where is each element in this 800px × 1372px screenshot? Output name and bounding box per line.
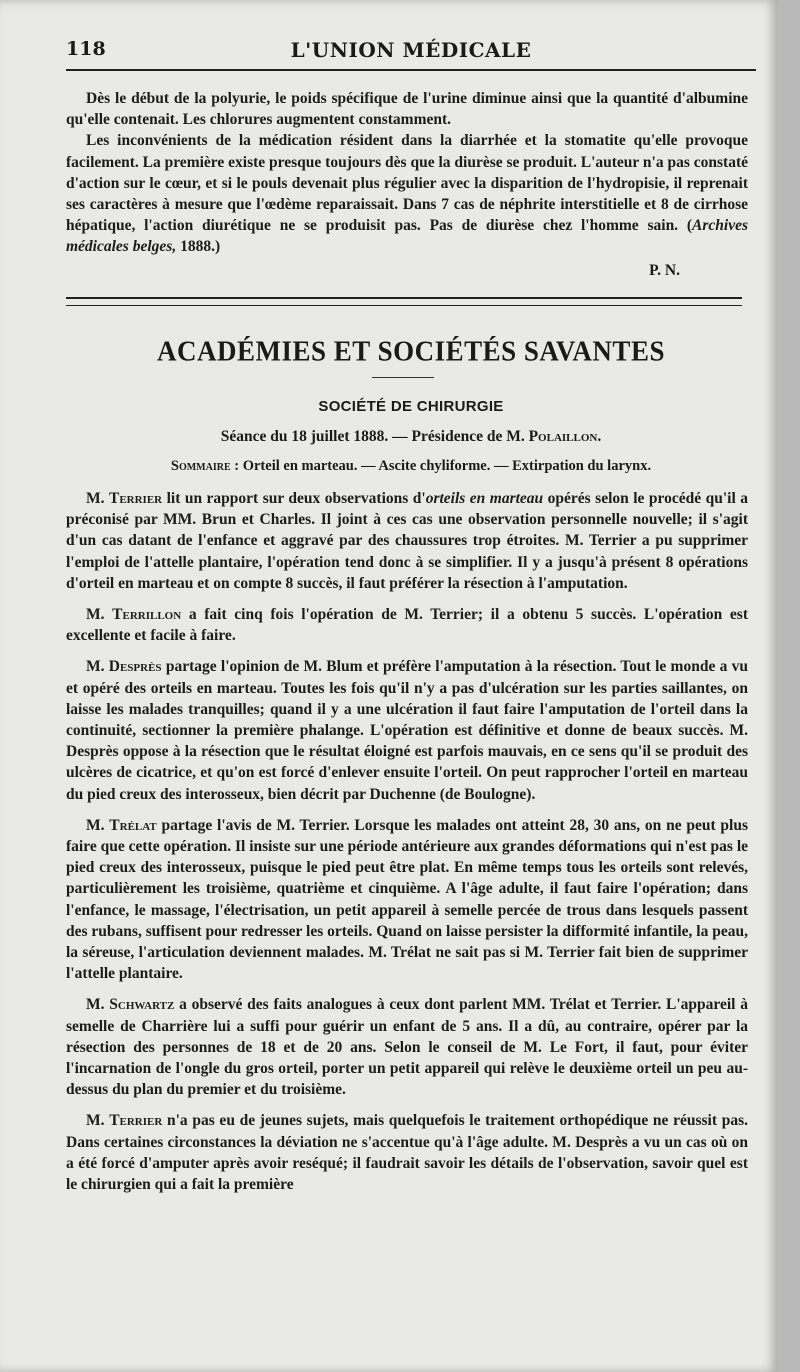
title-underline bbox=[372, 377, 434, 378]
society-heading: SOCIÉTÉ DE CHIRURGIE bbox=[318, 398, 504, 415]
speaker-name: Terrillon bbox=[112, 606, 182, 624]
paragraph: M. Trélat partage l'avis de M. Terrier. Lorsque les malades ont atteint 28, 30 ans, on ne peut plus faire que cette opération. Il insiste sur une période antérieure aux grandes déformations qui n'est pas le pied creux des interosseux, puisque le pied peut être plat. En même temps tous les orteils sont relevés, particulièrement les troisième, quatrième et cinquième. A l'âge adulte, il faut faire l'opération; dans l'enfance, le massage, l'électrisation, un petit appareil à semelle percée de trous dans lesquels passent des rubans, suffisent pour redresser les orteils. Quand on laisse persister la difformité infantile, la peau, la séreuse, l'articulation deviennent malades. M. Trélat ne sait pas si M. Terrier fait bien de supprimer l'attelle plantaire. bbox=[66, 816, 748, 983]
citation-journal: Archives médicales belges, bbox=[66, 217, 748, 256]
page-header bbox=[66, 36, 756, 72]
sommaire-label: Sommaire bbox=[170, 458, 231, 474]
minutes-body bbox=[66, 488, 748, 1195]
section-divider bbox=[66, 297, 742, 306]
speaker-name: Trélat bbox=[109, 816, 157, 834]
section-title: ACADÉMIES ET SOCIÉTÉS SAVANTES bbox=[157, 335, 665, 367]
header-rule bbox=[66, 69, 756, 71]
seance-line: Séance du 18 juillet 1888. — Présidence de M. Polaillon. bbox=[220, 428, 602, 445]
paragraph: M. Desprès partage l'opinion de M. Blum et préfère l'amputation à la résection. Tout le monde a vu et opéré des orteils en marteau. Toutes les fois qu'il n'y a pas d'ulcération sur les parties saillantes, on laisse les malades tranquilles; quand il y a une ulcération il faut faire l'amputation de l'orteil dans la continuité, sectionner la première phalange. L'opération est définitive et donne de beaux succès. M. Desprès oppose à la résection que le résultat éloigné est parfois mauvais, en ce sens qu'il se produit des ulcères de cicatrice, et qu'on est forcé d'enlever ensuite l'orteil. On peut rapprocher l'orteil en marteau du pied creux des interosseux, bien décrit par Duchenne (de Boulogne). bbox=[66, 658, 748, 803]
speaker-name: Schwartz bbox=[109, 996, 175, 1014]
top-article bbox=[66, 88, 748, 258]
paragraph: M. Schwartz a observé des faits analogues à ceux dont parlent MM. Trélat et Terrier. L'appareil à semelle de Charrière lui a suffi pour guérir un enfant de 5 ans. Il a dû, au contraire, opérer par la résection des personnes de 18 et de 20 ans. Selon le conseil de M. Le Fort, il faut, pour éviter l'incarnation de l'ongle du gros orteil, porter un petit appareil qui relève le deuxième orteil un peu au-dessus du plan du premier et du troisième. bbox=[66, 996, 748, 1099]
paragraph: M. Terrier lit un rapport sur deux observations d'orteils en marteau opérés selon le procédé qu'il a préconisé par MM. Brun et Charles. Il joint à ces cas une observation personnelle nouvelle; il s'agit d'un cas datant de l'enfance et aggravé par des chaussures trop étroites. M. Terrier a pu supprimer l'emploi de l'attelle plantaire, l'opération tend donc à se simplifier. Il y a jusqu'à présent 8 opérations d'orteil en marteau et on compte 8 succès, il faut préférer la résection à l'amputation. bbox=[66, 490, 748, 592]
speaker-name: Desprès bbox=[108, 658, 162, 676]
paragraph: M. Terrier n'a pas eu de jeunes sujets, mais quelquefois le traitement orthopédique ne réussit pas. Dans certaines circonstances la déviation ne s'accentue qu'à l'âge adulte. M. Desprès a vu un cas où on a été forcé d'amputer après avoir reséqué; il faudrait savoir les détails de l'observation, savoir quel est le chirurgien qui a fait la première bbox=[66, 1112, 748, 1194]
speaker-name: Terrier bbox=[108, 490, 163, 507]
president-name: Polaillon. bbox=[528, 428, 602, 445]
paragraph: Dès le début de la polyurie, le poids spécifique de l'urine diminue ainsi que la quantité d'albumine qu'elle contenait. Les chlorures augmentent constamment. bbox=[66, 90, 748, 129]
paragraph: M. Terrillon a fait cinq fois l'opération de M. Terrier; il a obtenu 5 succès. L'opération est excellente et facile à faire. bbox=[66, 606, 748, 645]
running-title: L'UNION MÉDICALE bbox=[290, 38, 532, 62]
speaker-name: Terrier bbox=[109, 1112, 163, 1130]
paragraph: Les inconvénients de la médication résident dans la diarrhée et la stomatite qu'elle provoque facilement. La première existe presque toujours dès que la diurèse se produit. L'auteur n'a pas constaté d'action sur le cœur, et si le pouls devenait plus régulier avec la disparition de l'hydropisie, il reprenait ses caractères à mesure que l'œdème reparaissait. Dans 7 cas de néphrite interstitielle et 8 de cirrhose hépatique, l'action diurétique ne se produisit pas. Pas de diurèse chez l'homme sain. (Archives médicales belges, 1888.) bbox=[66, 132, 748, 256]
page-number: 118 bbox=[66, 38, 106, 60]
signature: P. N. bbox=[649, 262, 680, 279]
sommaire-line: Sommaire : Orteil en marteau. — Ascite chyliforme. — Extirpation du larynx. bbox=[170, 458, 652, 474]
